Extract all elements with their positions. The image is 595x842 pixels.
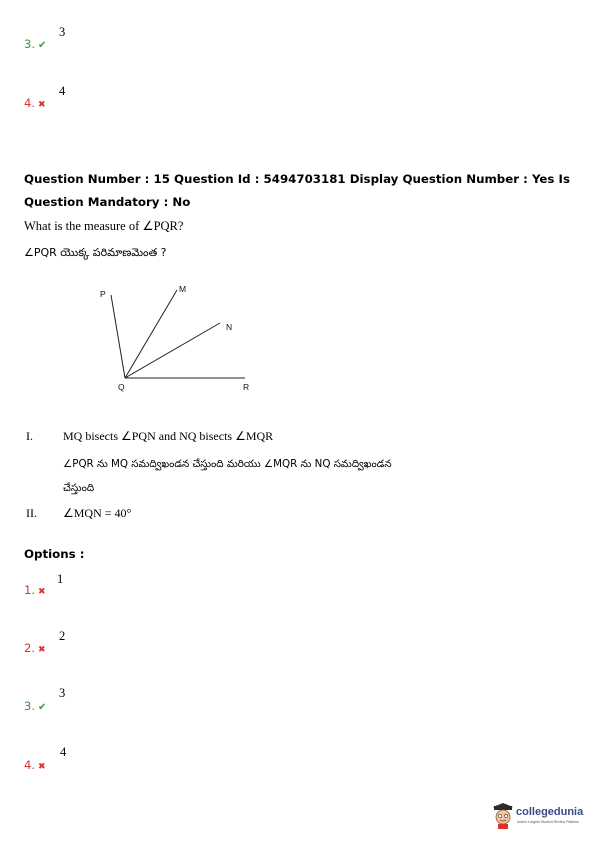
option-4-value: 4 (60, 745, 67, 759)
question-header: Question Number : 15 Question Id : 5494703181 Display Question Number : Yes Is Question Mandatory : No (24, 172, 570, 209)
prev-option-4 (24, 92, 46, 111)
option-number: 1. (24, 583, 35, 597)
statement-1-roman: I. (26, 429, 33, 443)
cross-icon: ✖ (37, 762, 46, 772)
logo-name: collegedunia (516, 806, 584, 818)
option-2-value: 2 (59, 629, 66, 643)
statement-1-text-en: MQ bisects ∠PQN and NQ bisects ∠MQR (63, 429, 274, 443)
cross-icon: ✖ (37, 100, 46, 110)
collegedunia-logo (492, 801, 592, 831)
prev-option-3 (24, 33, 46, 52)
option-3 (24, 695, 46, 714)
ray-qn (125, 323, 220, 378)
option-2 (24, 637, 46, 656)
option-number: 4. (24, 96, 35, 110)
question-text-en: What is the measure of ∠PQR? (24, 219, 184, 233)
statement-1-text-te-cont: చేస్తుంది (63, 482, 95, 494)
cross-icon: ✖ (37, 645, 46, 655)
statement-2-roman: II. (26, 506, 37, 520)
label-r: R (243, 382, 250, 392)
statement-2-text-en: ∠MQN = 40° (63, 506, 132, 520)
label-q: Q (118, 382, 125, 392)
option-1 (24, 579, 46, 598)
option-4 (24, 754, 46, 773)
option-3-value: 3 (59, 686, 66, 700)
label-n: N (226, 322, 233, 332)
option-number: 3. (24, 699, 35, 713)
options-label: Options : (24, 547, 85, 561)
ray-qp (111, 295, 125, 378)
ray-qm (125, 290, 177, 378)
label-m: M (179, 284, 187, 294)
check-icon: ✔ (37, 702, 47, 713)
option-number: 4. (24, 758, 35, 772)
logo-tagline: India's Largest Student Review Platform (517, 820, 580, 824)
mascot-icon (492, 803, 514, 829)
question-text-te: ∠PQR యొక్క పరిమాణమెంత ? (24, 246, 167, 259)
prev-option-4-value: 4 (59, 84, 66, 98)
option-number: 3. (24, 37, 35, 51)
option-number: 2. (24, 641, 35, 655)
statement-1-text-te: ∠PQR ను MQ సమద్విఖండన చేస్తుంది మరియు ∠MQR ను NQ సమద్విఖండన (63, 458, 392, 470)
cross-icon: ✖ (37, 587, 46, 597)
label-p: P (100, 289, 106, 299)
check-icon: ✔ (37, 40, 47, 51)
option-1-value: 1 (57, 572, 64, 586)
angle-diagram (90, 278, 265, 396)
prev-option-3-value: 3 (59, 25, 66, 39)
